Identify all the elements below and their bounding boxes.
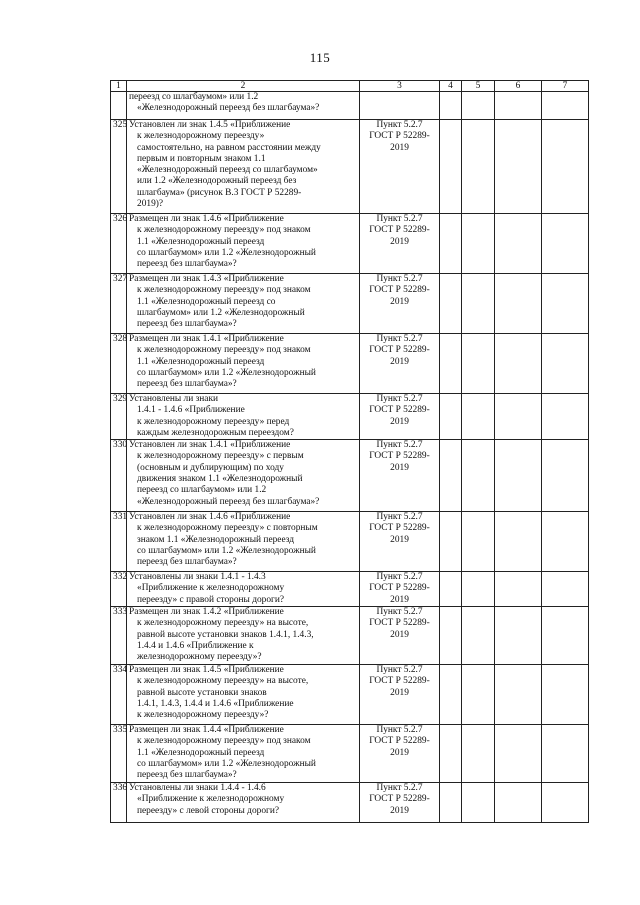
answer-cell-col-5 xyxy=(462,725,495,783)
row-number: 328 xyxy=(111,334,127,394)
reference-line: Пункт 5.2.7 xyxy=(376,214,423,224)
question-line: переезд без шлагбаума»? xyxy=(137,770,237,781)
reference-cell xyxy=(360,607,440,665)
reference-line: Пункт 5.2.7 xyxy=(376,572,423,583)
table-row xyxy=(111,394,589,440)
answer-cell-col-6 xyxy=(495,607,542,665)
answer-cell-col-6 xyxy=(495,440,542,512)
question-cell xyxy=(127,512,360,572)
question-line: 1.1 «Железнодорожный переезд со xyxy=(137,296,276,307)
question-line: переезд со шлагбаумом» или 1.2 xyxy=(137,485,267,496)
reference-line: ГОСТ Р 52289- xyxy=(369,676,430,687)
question-cell xyxy=(127,572,360,607)
question-line: к железнодорожному переезду» под знаком xyxy=(137,225,311,236)
checklist-table xyxy=(110,80,589,823)
answer-cell-col-6 xyxy=(495,512,542,572)
reference-cell xyxy=(360,440,440,512)
answer-cell-col-7 xyxy=(542,572,589,607)
table-row xyxy=(111,572,589,607)
question-line: к железнодорожному переезду» перед xyxy=(137,416,290,427)
reference-line: 2019 xyxy=(390,236,409,247)
row-number: 333 xyxy=(111,607,127,665)
answer-cell-col-6 xyxy=(495,394,542,440)
answer-cell-col-4 xyxy=(440,572,462,607)
question-line: каждым железнодорожным переездом? xyxy=(137,427,294,438)
question-line: переезду» с правой стороны дороги? xyxy=(137,594,285,605)
reference-cell xyxy=(360,394,440,440)
column-header-1: 1 xyxy=(111,81,127,92)
answer-cell-col-7 xyxy=(542,665,589,725)
reference-line: ГОСТ Р 52289- xyxy=(369,285,430,296)
question-cell xyxy=(127,665,360,725)
column-header-3: 3 xyxy=(360,81,440,92)
reference-cell xyxy=(360,274,440,334)
table-row xyxy=(111,512,589,572)
answer-cell-col-7 xyxy=(542,120,589,214)
question-line: Установлены ли знаки 1.4.1 - 1.4.3 xyxy=(129,572,266,583)
question-line: переезд со шлагбаумом» или 1.2 xyxy=(129,92,259,102)
reference-cell xyxy=(360,334,440,394)
question-line: Установлен ли знак 1.4.5 «Приближение xyxy=(129,120,291,130)
answer-cell-col-7 xyxy=(542,214,589,274)
question-line: 1.4.1, 1.4.3, 1.4.4 и 1.4.6 «Приближение xyxy=(137,698,294,709)
question-line: знаком 1.1 «Железнодорожный переезд xyxy=(137,534,295,545)
reference-line: Пункт 5.2.7 xyxy=(376,274,423,284)
question-line: к железнодорожному переезду» на высоте, xyxy=(137,676,309,687)
question-cell xyxy=(127,725,360,783)
reference-line: 2019 xyxy=(390,142,409,153)
reference-line: ГОСТ Р 52289- xyxy=(369,736,430,747)
question-line: к железнодорожному переезду» под знаком xyxy=(137,736,311,747)
answer-cell-col-6 xyxy=(495,725,542,783)
table-row xyxy=(111,725,589,783)
reference-line: 2019 xyxy=(390,629,409,640)
reference-line: ГОСТ Р 52289- xyxy=(369,131,430,142)
reference-line: 2019 xyxy=(390,296,409,307)
row-number: 329 xyxy=(111,394,127,440)
table-row xyxy=(111,607,589,665)
row-number: 326 xyxy=(111,214,127,274)
answer-cell-col-4 xyxy=(440,334,462,394)
reference-cell xyxy=(360,214,440,274)
reference-line: ГОСТ Р 52289- xyxy=(369,523,430,534)
answer-cell-col-6 xyxy=(495,120,542,214)
reference-cell xyxy=(360,665,440,725)
row-number xyxy=(111,92,127,120)
reference-line: 2019 xyxy=(390,805,409,816)
row-number: 325 xyxy=(111,120,127,214)
question-cell xyxy=(127,120,360,214)
question-line: равной высоте установки знаков 1.4.1, 1.4.3, xyxy=(137,629,314,640)
reference-line: ГОСТ Р 52289- xyxy=(369,345,430,356)
question-line: «Железнодорожный переезд без шлагбаума»? xyxy=(137,496,320,507)
answer-cell-col-4 xyxy=(440,725,462,783)
question-line: к железнодорожному переезду» xyxy=(137,131,265,142)
reference-cell xyxy=(360,120,440,214)
column-header-6: 6 xyxy=(495,81,542,92)
row-number: 332 xyxy=(111,572,127,607)
question-line: самостоятельно, на равном расстоянии между xyxy=(137,142,321,153)
answer-cell-col-4 xyxy=(440,274,462,334)
answer-cell-col-6 xyxy=(495,665,542,725)
question-line: Размещен ли знак 1.4.1 «Приближение xyxy=(129,334,284,344)
table-row xyxy=(111,783,589,823)
question-line: равной высоте установки знаков xyxy=(137,687,267,698)
question-cell xyxy=(127,92,360,120)
reference-cell xyxy=(360,572,440,607)
answer-cell-col-4 xyxy=(440,665,462,725)
reference-line: Пункт 5.2.7 xyxy=(376,120,423,130)
question-line: к железнодорожному переезду» на высоте, xyxy=(137,618,309,629)
question-line: со шлагбаумом» или 1.2 «Железнодорожный xyxy=(137,546,316,557)
reference-line: Пункт 5.2.7 xyxy=(376,783,423,794)
question-line: «Железнодорожный переезд со шлагбаумом» xyxy=(137,165,318,176)
answer-cell-col-7 xyxy=(542,783,589,823)
answer-cell-col-7 xyxy=(542,607,589,665)
answer-cell-col-5 xyxy=(462,214,495,274)
answer-cell-col-7 xyxy=(542,440,589,512)
question-line: Размещен ли знак 1.4.6 «Приближение xyxy=(129,214,284,224)
page-number: 115 xyxy=(309,50,331,65)
answer-cell-col-6 xyxy=(495,214,542,274)
question-line: Установлены ли знаки xyxy=(129,394,219,404)
question-line: к железнодорожному переезду» с первым xyxy=(137,451,304,462)
reference-line: Пункт 5.2.7 xyxy=(376,440,423,451)
reference-line: ГОСТ Р 52289- xyxy=(369,583,430,594)
question-cell xyxy=(127,394,360,440)
column-header-7: 7 xyxy=(542,81,589,92)
answer-cell-col-5 xyxy=(462,512,495,572)
row-number: 330 xyxy=(111,440,127,512)
question-line: первым и повторным знаком 1.1 xyxy=(137,153,266,164)
question-line: к железнодорожному переезду» под знаком xyxy=(137,345,311,356)
question-line: переезд без шлагбаума»? xyxy=(137,557,237,568)
answer-cell-col-7 xyxy=(542,394,589,440)
question-cell xyxy=(127,783,360,823)
answer-cell-col-5 xyxy=(462,607,495,665)
answer-cell-col-4 xyxy=(440,783,462,823)
answer-cell-col-5 xyxy=(462,572,495,607)
question-line: 1.4.4 и 1.4.6 «Приближение к xyxy=(137,640,254,651)
answer-cell-col-6 xyxy=(495,92,542,120)
question-line: со шлагбаумом» или 1.2 «Железнодорожный xyxy=(137,247,316,258)
question-line: шлагбаума» (рисунок В.3 ГОСТ Р 52289- xyxy=(137,187,302,198)
question-line: 1.1 «Железнодорожный переезд xyxy=(137,747,265,758)
answer-cell-col-4 xyxy=(440,120,462,214)
answer-cell-col-4 xyxy=(440,394,462,440)
reference-line: 2019 xyxy=(390,534,409,545)
answer-cell-col-4 xyxy=(440,512,462,572)
question-line: Размещен ли знак 1.4.2 «Приближение xyxy=(129,607,284,618)
question-line: 1.4.1 - 1.4.6 «Приближение xyxy=(137,405,245,416)
reference-line: Пункт 5.2.7 xyxy=(376,607,423,618)
reference-line: ГОСТ Р 52289- xyxy=(369,225,430,236)
answer-cell-col-4 xyxy=(440,440,462,512)
answer-cell-col-4 xyxy=(440,214,462,274)
reference-line: 2019 xyxy=(390,356,409,367)
question-line: Размещен ли знак 1.4.3 «Приближение xyxy=(129,274,284,284)
reference-line: Пункт 5.2.7 xyxy=(376,394,423,404)
question-line: переезд без шлагбаума»? xyxy=(137,319,237,330)
question-line: к железнодорожному переезду» под знаком xyxy=(137,285,311,296)
reference-line: ГОСТ Р 52289- xyxy=(369,405,430,416)
question-line: или 1.2 «Железнодорожный переезд без xyxy=(137,176,297,187)
question-line: 2019)? xyxy=(137,199,164,210)
column-header-2: 2 xyxy=(127,81,360,92)
reference-line: Пункт 5.2.7 xyxy=(376,665,423,676)
question-cell xyxy=(127,607,360,665)
question-line: движения знаком 1.1 «Железнодорожный xyxy=(137,474,303,485)
answer-cell-col-7 xyxy=(542,274,589,334)
question-cell xyxy=(127,274,360,334)
answer-cell-col-7 xyxy=(542,92,589,120)
table-row xyxy=(111,440,589,512)
question-line: Установлен ли знак 1.4.1 «Приближение xyxy=(129,440,291,451)
row-number: 327 xyxy=(111,274,127,334)
question-cell xyxy=(127,440,360,512)
question-line: со шлагбаумом» или 1.2 «Железнодорожный xyxy=(137,367,316,378)
question-cell xyxy=(127,214,360,274)
row-number: 331 xyxy=(111,512,127,572)
reference-line: 2019 xyxy=(390,416,409,427)
table-row xyxy=(111,665,589,725)
question-cell xyxy=(127,334,360,394)
question-line: (основным и дублирующим) по ходу xyxy=(137,462,284,473)
question-line: к железнодорожному переезду»? xyxy=(137,710,269,721)
row-number: 334 xyxy=(111,665,127,725)
table-row xyxy=(111,274,589,334)
question-line: переезд без шлагбаума»? xyxy=(137,379,237,390)
question-line: переезд без шлагбаума»? xyxy=(137,259,237,270)
answer-cell-col-4 xyxy=(440,92,462,120)
column-header-5: 5 xyxy=(462,81,495,92)
reference-line: ГОСТ Р 52289- xyxy=(369,451,430,462)
question-line: шлагбаумом» или 1.2 «Железнодорожный xyxy=(137,307,305,318)
answer-cell-col-5 xyxy=(462,783,495,823)
answer-cell-col-6 xyxy=(495,334,542,394)
answer-cell-col-5 xyxy=(462,120,495,214)
answer-cell-col-5 xyxy=(462,92,495,120)
question-line: со шлагбаумом» или 1.2 «Железнодорожный xyxy=(137,758,316,769)
question-line: «Железнодорожный переезд без шлагбаума»? xyxy=(137,103,320,114)
header-row xyxy=(111,81,589,92)
reference-line: 2019 xyxy=(390,594,409,605)
reference-line: 2019 xyxy=(390,747,409,758)
answer-cell-col-6 xyxy=(495,572,542,607)
table-row xyxy=(111,92,589,120)
question-line: «Приближение к железнодорожному xyxy=(137,794,285,805)
answer-cell-col-6 xyxy=(495,783,542,823)
reference-line: 2019 xyxy=(390,687,409,698)
reference-line: ГОСТ Р 52289- xyxy=(369,794,430,805)
question-line: переезду» с левой стороны дороги? xyxy=(137,805,280,816)
reference-line: 2019 xyxy=(390,462,409,473)
question-line: 1.1 «Железнодорожный переезд xyxy=(137,356,265,367)
reference-cell xyxy=(360,783,440,823)
table-row xyxy=(111,214,589,274)
reference-line: Пункт 5.2.7 xyxy=(376,512,423,523)
question-line: Размещен ли знак 1.4.5 «Приближение xyxy=(129,665,284,676)
reference-cell xyxy=(360,512,440,572)
question-line: железнодорожному переезду»? xyxy=(137,652,262,663)
question-line: «Приближение к железнодорожному xyxy=(137,583,285,594)
answer-cell-col-5 xyxy=(462,334,495,394)
answer-cell-col-7 xyxy=(542,334,589,394)
table-row xyxy=(111,334,589,394)
reference-line: Пункт 5.2.7 xyxy=(376,334,423,344)
reference-line: Пункт 5.2.7 xyxy=(376,725,423,736)
answer-cell-col-7 xyxy=(542,512,589,572)
reference-cell xyxy=(360,92,440,120)
table-row xyxy=(111,120,589,214)
reference-line: ГОСТ Р 52289- xyxy=(369,618,430,629)
question-line: 1.1 «Железнодорожный переезд xyxy=(137,236,265,247)
reference-cell xyxy=(360,725,440,783)
question-line: Установлены ли знаки 1.4.4 - 1.4.6 xyxy=(129,783,266,794)
column-header-4: 4 xyxy=(440,81,462,92)
answer-cell-col-5 xyxy=(462,394,495,440)
answer-cell-col-6 xyxy=(495,274,542,334)
answer-cell-col-5 xyxy=(462,665,495,725)
answer-cell-col-5 xyxy=(462,274,495,334)
answer-cell-col-7 xyxy=(542,725,589,783)
answer-cell-col-4 xyxy=(440,607,462,665)
row-number: 335 xyxy=(111,725,127,783)
question-line: Размещен ли знак 1.4.4 «Приближение xyxy=(129,725,284,736)
row-number: 336 xyxy=(111,783,127,823)
answer-cell-col-5 xyxy=(462,440,495,512)
question-line: Установлен ли знак 1.4.6 «Приближение xyxy=(129,512,291,523)
question-line: к железнодорожному переезду» с повторным xyxy=(137,523,318,534)
